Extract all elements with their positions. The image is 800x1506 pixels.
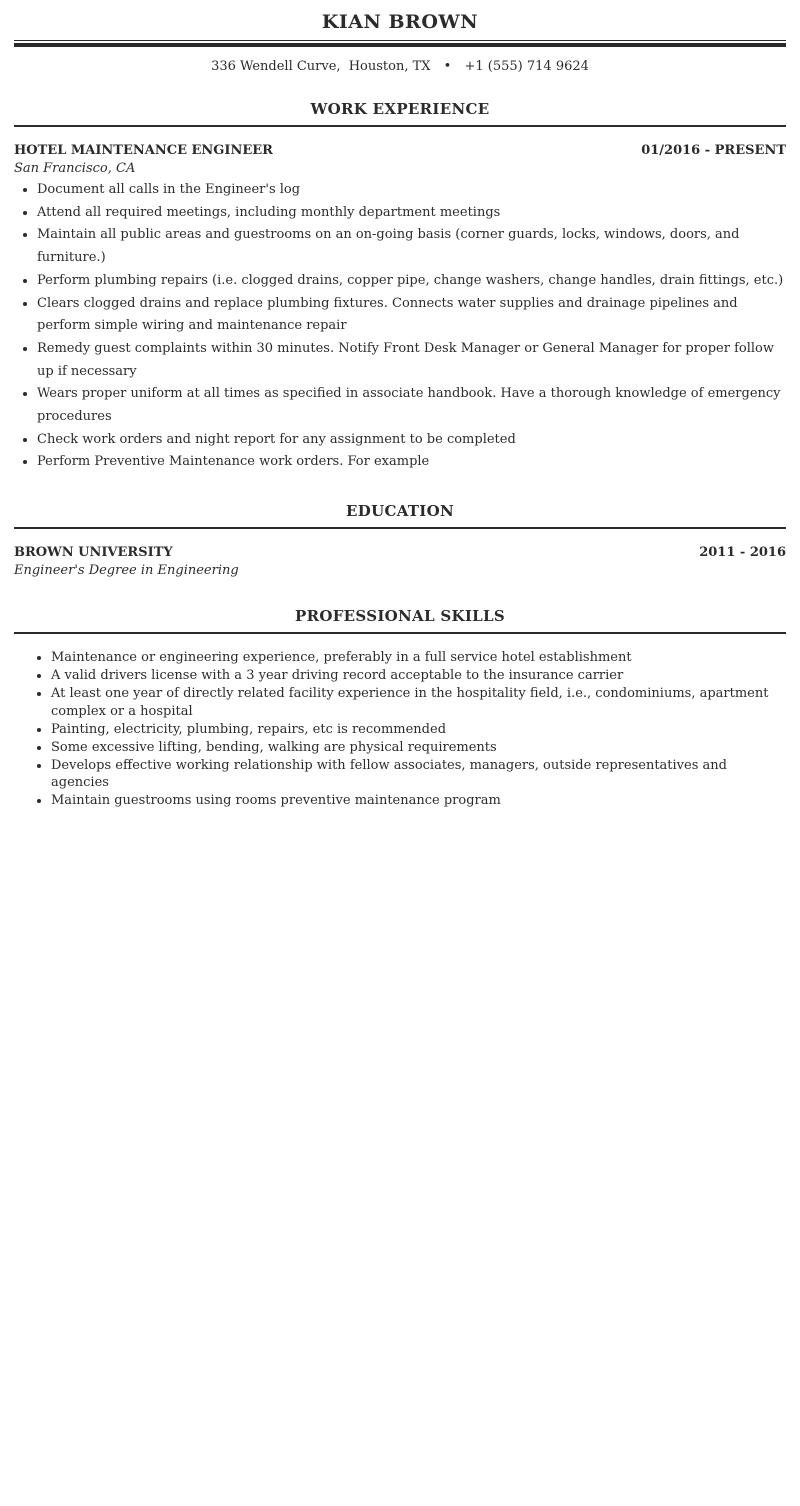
list-item: • Perform plumbing repairs (i.e. clogged drains, copper pipe, change washers, change handles, drain fittings, etc.) [37,270,786,293]
job-entry [14,142,786,474]
job-header [14,142,786,160]
header-thick-rule [14,43,786,47]
job-responsibilities [14,179,786,474]
work-experience-section [14,100,786,474]
work-experience-rule [14,125,786,127]
job-dates: 01/2016 - PRESENT [641,143,786,158]
school-name: BROWN UNIVERSITY [14,545,173,561]
education-section [14,502,786,580]
list-item: • A valid drivers license with a 3 year driving record acceptable to the insurance carrier [51,667,786,685]
education-rule [14,527,786,529]
list-item: • Perform Preventive Maintenance work orders. For example [37,451,786,474]
list-item: • Maintenance or engineering experience, preferably in a full service hotel establishment [51,649,786,667]
list-item: • Painting, electricity, plumbing, repairs, etc is recommended [51,721,786,739]
header-thin-rule [14,40,786,41]
job-location: San Francisco, CA [14,161,136,176]
education-dates: 2011 - 2016 [699,545,786,561]
list-item: • Document all calls in the Engineer's log [37,179,786,202]
list-item: • Attend all required meetings, including monthly department meetings [37,202,786,225]
education-title: EDUCATION [346,502,454,521]
degree: Engineer's Degree in Engineering [14,563,239,579]
work-experience-title: WORK EXPERIENCE [310,100,490,118]
job-position: HOTEL MAINTENANCE ENGINEER [14,143,273,158]
contact-phone: +1 (555) 714 9624 [464,59,589,74]
list-item: • Maintain all public areas and guestrooms on an on-going basis (corner guards, locks, windows, doors, and furniture.) [37,224,786,269]
contact-address: 336 Wendell Curve, [211,59,341,74]
list-item: • Develops effective working relationship with fellow associates, managers, outside representatives and agencies [51,757,786,793]
contact-separator: • [443,59,452,74]
contact-city: Houston, TX [348,59,431,74]
list-item: • Clears clogged drains and replace plumbing fixtures. Connects water supplies and drainage pipelines and perform simple wiring and maintenance repair [37,293,786,338]
skills-section [14,607,786,810]
skills-title: PROFESSIONAL SKILLS [295,607,505,626]
skills-rule [14,632,786,634]
list-item: • Remedy guest complaints within 30 minutes. Notify Front Desk Manager or General Manager for proper follow up if necessary [37,338,786,383]
candidate-name: KIAN BROWN [321,11,479,33]
resume-page [14,0,786,810]
list-item: • Wears proper uniform at all times as specified in associate handbook. Have a thorough knowledge of emergency procedures [37,383,786,428]
education-header [14,544,786,562]
list-item: • Some excessive lifting, bending, walking are physical requirements [51,739,786,757]
skills-list [14,649,786,810]
list-item: • Maintain guestrooms using rooms preventive maintenance program [51,792,786,810]
education-entry [14,544,786,580]
contact-line [14,59,786,75]
list-item: • Check work orders and night report for any assignment to be completed [37,429,786,452]
list-item: • At least one year of directly related facility experience in the hospitality field, i.e., condominiums, apartment complex or a hospital [51,685,786,721]
